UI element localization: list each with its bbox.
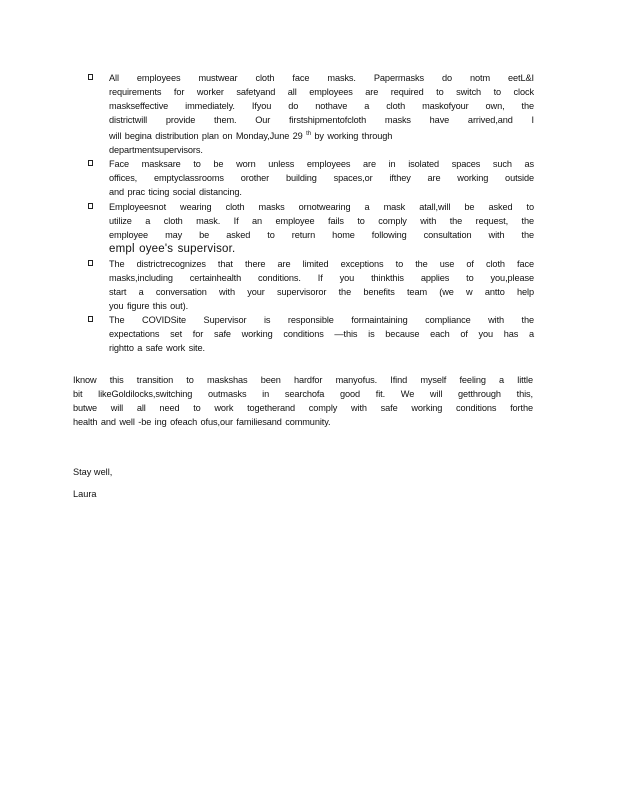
text-line: rightto a safe work site. <box>109 343 205 354</box>
text-line: All employees mustwear cloth face masks. Papermasks do notm eetL&I <box>109 73 534 83</box>
text-line: empl oyee's supervisor. <box>109 242 236 255</box>
square-bullet-icon <box>88 203 93 209</box>
text-line: requirements for worker safetyand all employees are required to switch to clock <box>109 86 534 97</box>
square-bullet-icon <box>88 260 93 266</box>
text-line: maskseffective immediately. Ifyou do nothave a cloth maskofyour own, the <box>109 100 534 111</box>
closing-line: Stay well, <box>73 467 113 477</box>
square-bullet-icon <box>88 160 93 166</box>
body-paragraph <box>73 374 533 430</box>
text-line: health and well -be ing ofeach ofus,our familiesand community. <box>73 416 331 427</box>
bullet-item <box>88 158 534 200</box>
text-line: Employeesnot wearing cloth masks ornotwearing a mask atall,will be asked to <box>109 202 534 213</box>
bullet-list <box>88 72 534 357</box>
text-line: you figure this out). <box>109 300 189 311</box>
text-line <box>109 128 534 144</box>
text-line: districtwill provide them. Our firstshipmentofcloth masks have arrived,and I <box>109 114 534 125</box>
text-line: departmentsupervisors. <box>109 144 203 155</box>
text-line: The districtrecognizes that there are limited exceptions to the use of cloth face <box>109 258 534 269</box>
text-line: masks,including certainhealth conditions. If you thinkthis applies to you,please <box>109 272 534 283</box>
text-line: The COVIDSite Supervisor is responsible formaintaining compliance with the <box>109 315 534 326</box>
square-bullet-icon <box>88 316 93 322</box>
bullet-item <box>88 258 534 314</box>
signature-name: Laura <box>73 489 97 499</box>
text-line: employee may be asked to return home following consultation with the <box>109 229 534 240</box>
text-line: bit likeGoldilocks,switching outmasks in searchofa good fit. We will getthrough this, <box>73 388 533 399</box>
square-bullet-icon <box>88 74 93 80</box>
text-line: expectations set for safe working conditions —this is because each of you has a <box>109 329 534 340</box>
text-fragment: by working through <box>314 130 393 141</box>
text-line: start a conversation with your supervisoror the benefits team (we w antto help <box>109 286 534 297</box>
text-fragment: will begina distribution plan on Monday,June 29 <box>109 130 303 141</box>
text-line: Iknow this transition to maskshas been hardfor manyofus. Ifind myself feeling a little <box>73 375 533 385</box>
text-line: Face masksare to be worn unless employees are in isolated spaces such as <box>109 159 534 170</box>
bullet-item <box>88 72 534 157</box>
superscript: th <box>306 130 311 137</box>
text-line: offices, emptyclassrooms orother building spaces,or ifthey are working outside <box>109 173 534 184</box>
bullet-item <box>88 201 534 257</box>
text-line: utilize a cloth mask. If an employee fails to comply with the request, the <box>109 216 534 227</box>
text-line: and prac ticing social distancing. <box>109 187 242 198</box>
bullet-item <box>88 314 534 356</box>
text-line: butwe will all need to work togetherand comply with safe working conditions forthe <box>73 402 533 413</box>
